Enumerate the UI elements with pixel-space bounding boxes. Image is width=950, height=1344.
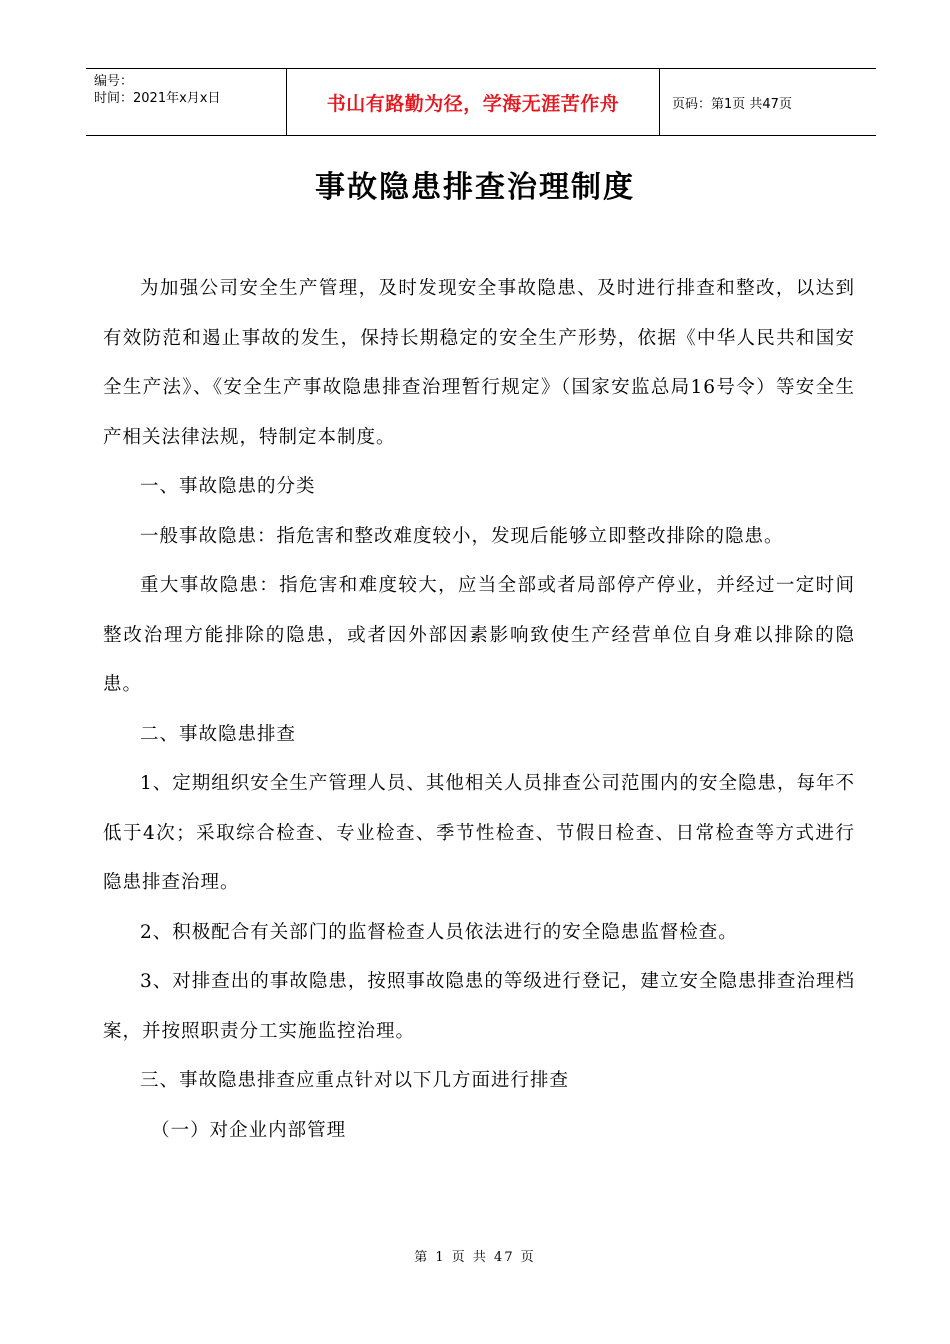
intro-paragraph: 为加强公司安全生产管理，及时发现安全事故隐患、及时进行排查和整改，以达到有效防范和遏止事故的发生，保持长期稳定的安全生产形势，依据《中华人民共和国安全生产法》、《安全生产事故隐患排查治理暂行规定》（国家安监总局16号令）等安全生产相关法律法规，特制定本制度。 [103,278,855,448]
section-heading-1: 一、事故隐患的分类 [140,476,316,497]
page-footer: 第 1 页 共 47 页 [414,1250,536,1265]
subsection-heading-1: （一）对企业内部管理 [151,1119,347,1141]
header-motto: 书山有路勤为径，学海无涯苦作舟 [286,69,660,135]
list-item-3: 3、对排查出的事故隐患，按照事故隐患的等级进行登记，建立安全隐患排查治理档案，并按照职责分工实施监控治理。 [103,971,855,1042]
paragraph-major-hazard: 重大事故隐患：指危害和难度较大，应当全部或者局部停产停业，并经过一定时间整改治理方能排除的隐患，或者因外部因素影响致使生产经营单位自身难以排除的隐患。 [103,575,855,695]
section-heading-3: 三、事故隐患排查应重点针对以下几方面进行排查 [140,1070,570,1091]
section-heading-2: 二、事故隐患排查 [140,723,297,745]
header-meta [86,69,286,135]
document-number-label: 编号： [94,74,134,89]
paragraph-general-hazard: 一般事故隐患：指危害和整改难度较小，发现后能够立即整改排除的隐患。 [140,525,784,547]
list-item-2: 2、积极配合有关部门的监督检查人员依法进行的安全隐患监督检查。 [140,921,738,943]
document-title: 事故隐患排查治理制度 [315,170,635,205]
document-body [103,264,855,1155]
list-item-1: 1、定期组织安全生产管理人员、其他相关人员排查公司范围内的安全隐患，每年不低于4次；采取综合检查、专业检查、季节性检查、节假日检查、日常检查等方式进行隐患排查治理。 [103,773,855,893]
document-time-label: 时间：2021年x月x日 [94,91,221,106]
page-header [86,68,876,136]
header-page-number: 页码：第1页 共47页 [672,96,792,112]
